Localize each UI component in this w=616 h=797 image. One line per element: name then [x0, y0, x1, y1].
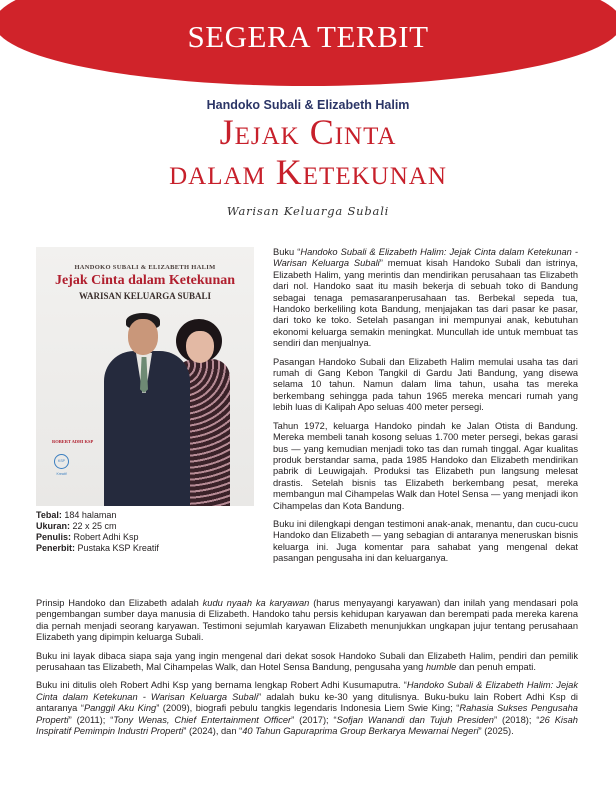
woman-face [186, 331, 214, 363]
book-specs [36, 510, 159, 554]
spec-author: Penulis: Robert Adhi Ksp [36, 532, 139, 542]
book-authors: Handoko Subali & Elizabeth Halim [206, 98, 410, 112]
cover-title: Jejak Cinta dalam Ketekunan [54, 273, 236, 288]
publisher-logo-icon: KSP Kreatif [54, 454, 69, 469]
cover-authors: HANDOKO SUBALI & ELIZABETH HALIM [74, 264, 216, 271]
man-face [128, 319, 158, 355]
description-column [273, 247, 578, 572]
book-title-line1: Jejak Cinta [219, 112, 397, 152]
paragraph-author-bio: Buku ini ditulis oleh Robert Adhi Ksp yang bernama lengkap Robert Adhi Kusumaputra. “Handoko Subali & Elizabeth Halim: Jejak Cinta dalam Ketekunan - Warisan Keluarga Subali” adalah buku ke-30 yang ditulisnya. Buku-buku lain Robert Adhi Ksp di antaranya “Panggil Aku King” (2009), biografi pebulu tangkis legendaris Indonesia Liem Swie King; “Rahasia Sukses Pengusaha Properti” (2011); “Tony Wenas, Chief Entertainment Officer” (2017); “Sofjan Wanandi dan Tujuh Presiden” (2018); “26 Kisah Inspiratif Pemimpin Industri Properti” (2024), dan “40 Tahun Gapuraprima Group Berkarya Mewarnai Negeri” (2025). [36, 680, 579, 737]
spec-pages: Tebal: 184 halaman [36, 510, 117, 520]
paragraph-early-business: Pasangan Handoko Subali dan Elizabeth Halim memulai usaha tas dari rumah di Gang Kebon Tangkil di Gardu Jati Bandung, yang disewa selama 10 tahun. Namun dalam lima tahun, usaha tas mereka berkembang sehingga pada tahun 1965 mereka mencari rumah yang lebih luas di Kalipah Apo seluas 400 meter persegi. [273, 356, 578, 413]
paragraph-principle: Prinsip Handoko dan Elizabeth adalah kudu nyaah ka karyawan (harus menyayangi karyawan) dan inilah yang mendasari pola pengembangan sumber daya manusia di Elizabeth. Handoko tahu persis kehidupan karyawan dan berempati pada mereka karena dia pernah menjadi seorang karyawan. Testimoni sejumlah karyawan Elizabeth menunjukkan ungkapan jujur tentang perusahaan Elizabeth yang dipimpin keluarga Subali. [36, 598, 578, 643]
cover-subtitle: WARISAN KELUARGA SUBALI [78, 291, 212, 301]
full-width-text [36, 598, 578, 744]
banner-title: SEGERA TERBIT [187, 19, 429, 54]
paragraph-audience: Buku ini layak dibaca siapa saja yang ingin mengenal dari dekat sosok Handoko Subali dan Elizabeth Halim, pendiri dan pemilik perusahaan tas Elizabeth, Mal Cihampelas Walk, dan Hotel Sensa Bandung, pengusaha yang humble dan penuh empati. [36, 650, 578, 673]
paragraph-intro: Buku “Handoko Subali & Elizabeth Halim: Jejak Cinta dalam Ketekunan - Warisan Keluarga Subali” memuat kisah Handoko Subali dan istrinya, Elizabeth Halim, yang merintis dan mendirikan perusahaan tas Elizabeth dari nol. Handoko saat itu masih bekerja di sebuah toko di Bandung sebagai tenaga pemasaranperusahaan tas. Berbekal sepeda tua, Handoko berkeliling kota Bandung, menjajakan tas dari pasar ke pasar, dari toko ke toko. Setelah pasangan ini mempunyai anak, kebutuhan ekonomi keluarga semakin meningkat. Muncullah ide untuk membuat tas sendiri dan menjualnya. [273, 247, 579, 349]
cover-writer: ROBERT ADHI KSP [52, 439, 94, 444]
book-subtitle: Warisan Keluarga Subali [226, 204, 390, 218]
book-title-line2: dalam Ketekunan [169, 152, 447, 192]
book-cover-image [36, 247, 254, 506]
spec-size: Ukuran: 22 x 25 cm [36, 521, 117, 531]
spec-publisher: Penerbit: Pustaka KSP Kreatif [36, 543, 159, 553]
paragraph-testimonials: Buku ini dilengkapi dengan testimoni anak-anak, menantu, dan cucu-cucu Handoko dan Elizabeth — yang sebagian di antaranya meneruskan bisnis keluarga ini. Juga komentar para sahabat yang mengenal dekat pasangan pengusaha ini dan keluarganya. [273, 518, 578, 564]
paragraph-expansion: Tahun 1972, keluarga Handoko pindah ke Jalan Otista di Bandung. Mereka membeli tanah kosong seluas 1.700 meter persegi, bekas garasi bus — yang kemudian menjadi toko tas dan rumah tinggal. Agar kualitas produk berstandar sama, pada 1985 Handoko dan Elizabeth mendirikan pabrik di Leuwigajah. Produksi tas Elizabeth pun langsung melesat drastis. Setelah bisnis tas Elizabeth berkembang pesat, mereka membangun mal Cihampelas Walk dan Hotel Sensa — yang menjadi ikon Cihampelas dan Kota Bandung. [273, 420, 578, 511]
